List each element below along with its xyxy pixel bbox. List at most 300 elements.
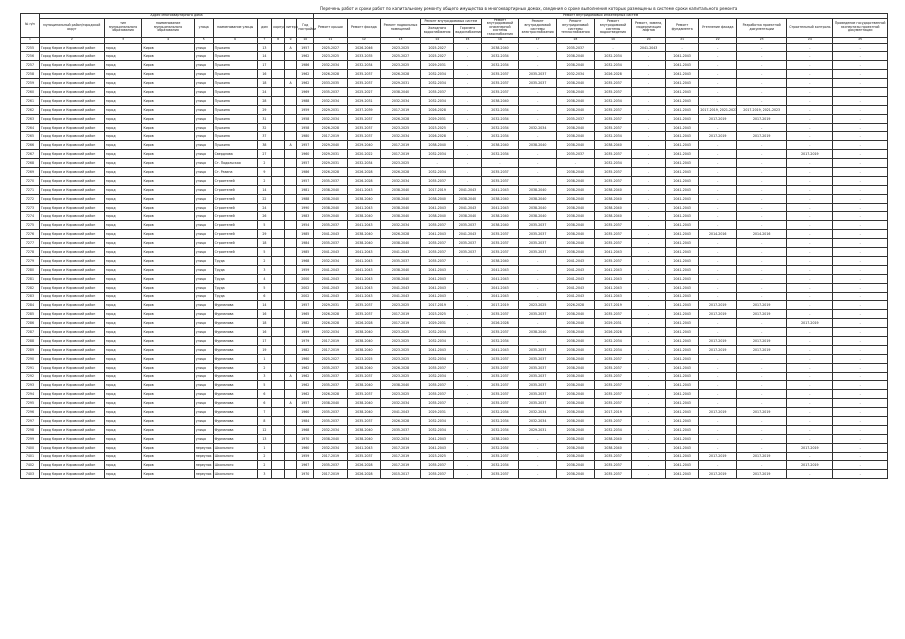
table-cell: 7290 bbox=[21, 354, 40, 363]
table-cell: 2041-2043 bbox=[347, 185, 381, 194]
table-cell: улица bbox=[194, 345, 213, 354]
table-cell: 2026-2028 bbox=[347, 168, 381, 177]
table-cell: - bbox=[699, 372, 737, 381]
table-cell: город bbox=[104, 345, 142, 354]
table-cell: 2041-2043 bbox=[314, 230, 348, 239]
table-cell bbox=[284, 390, 297, 399]
table-cell: 2032-2034 bbox=[420, 425, 454, 434]
table-row bbox=[21, 416, 888, 425]
table-cell: 7278 bbox=[21, 248, 40, 257]
table-cell: 2041-2043 bbox=[594, 274, 632, 283]
table-cell: 2035-2037 bbox=[420, 461, 454, 470]
table-cell: Киров bbox=[142, 61, 194, 70]
table-cell bbox=[284, 363, 297, 372]
table-cell: 2032-2034 bbox=[420, 354, 454, 363]
table-cell: - bbox=[833, 141, 888, 150]
table-cell: 2017-2019 bbox=[481, 301, 519, 310]
table-cell: 1962 bbox=[297, 390, 314, 399]
table-cell: - bbox=[833, 274, 888, 283]
table-cell: 2035-2037 bbox=[557, 114, 595, 123]
table-cell: 2038-2040 bbox=[557, 328, 595, 337]
table-cell: Киров bbox=[142, 132, 194, 141]
table-cell bbox=[284, 425, 297, 434]
table-cell: улица bbox=[194, 363, 213, 372]
table-cell: 5 bbox=[257, 221, 272, 230]
table-cell: 2017-2019 bbox=[381, 141, 421, 150]
table-cell: 1957 bbox=[297, 301, 314, 310]
table-cell: 2026-2028 bbox=[314, 168, 348, 177]
table-cell: Школьного bbox=[213, 470, 257, 479]
table-cell: - bbox=[737, 96, 787, 105]
table-cell: 7268 bbox=[21, 159, 40, 168]
table-cell: 2041-2043 bbox=[557, 256, 595, 265]
table-cell: 2038-2040 bbox=[557, 185, 595, 194]
table-cell: 2023-2025 bbox=[381, 159, 421, 168]
table-cell: - bbox=[632, 470, 666, 479]
table-cell: 8 bbox=[257, 416, 272, 425]
table-cell: 7261 bbox=[21, 96, 40, 105]
table-cell bbox=[272, 123, 285, 132]
table-cell: 2038-2040 bbox=[557, 425, 595, 434]
table-cell: Фурманова bbox=[213, 434, 257, 443]
table-cell: Киров bbox=[142, 470, 194, 479]
table-row bbox=[21, 141, 888, 150]
table-cell: - bbox=[632, 461, 666, 470]
table-cell bbox=[284, 88, 297, 97]
table-cell: улица bbox=[194, 390, 213, 399]
table-row bbox=[21, 256, 888, 265]
table-cell bbox=[272, 248, 285, 257]
table-row bbox=[21, 274, 888, 283]
table-cell: - bbox=[454, 363, 481, 372]
table-cell: - bbox=[454, 443, 481, 452]
table-cell: 2041-2043 bbox=[420, 292, 454, 301]
table-cell: 2041-2043 bbox=[665, 274, 699, 283]
table-cell: 2035-2037 bbox=[481, 452, 519, 461]
column-number: 10 bbox=[297, 37, 314, 43]
table-cell bbox=[272, 265, 285, 274]
table-row bbox=[21, 230, 888, 239]
table-cell: 1962 bbox=[297, 372, 314, 381]
table-cell: 2041-2043 bbox=[381, 248, 421, 257]
column-number: 15 bbox=[454, 37, 481, 43]
table-cell: Город Киров и Кировский район bbox=[39, 176, 104, 185]
table-cell: 2029-2040 bbox=[314, 141, 348, 150]
table-cell: город bbox=[104, 105, 142, 114]
table-cell: - bbox=[787, 354, 833, 363]
table-cell: 2 bbox=[257, 452, 272, 461]
table-cell: - bbox=[454, 328, 481, 337]
table-cell: 2041-2043 bbox=[481, 265, 519, 274]
table-cell: - bbox=[699, 381, 737, 390]
table-cell: улица bbox=[194, 132, 213, 141]
table-cell bbox=[272, 345, 285, 354]
col-water-group: Ремонт внутридомовых систем bbox=[420, 18, 481, 25]
table-cell: 2035-2037 bbox=[519, 239, 557, 248]
col-roof: Ремонт крыши bbox=[314, 18, 348, 37]
table-cell: 2017-2019 bbox=[737, 336, 787, 345]
table-cell: 1969 bbox=[297, 88, 314, 97]
table-row bbox=[21, 434, 888, 443]
table-cell bbox=[284, 461, 297, 470]
table-cell: 2038-2040 bbox=[557, 443, 595, 452]
table-cell: 18 bbox=[257, 319, 272, 328]
table-cell: 2041-2043 bbox=[557, 283, 595, 292]
table-cell: 2026-2028 bbox=[381, 114, 421, 123]
table-cell: город bbox=[104, 256, 142, 265]
table-cell: - bbox=[699, 274, 737, 283]
table-cell: 2023-2025 bbox=[381, 345, 421, 354]
table-cell bbox=[272, 425, 285, 434]
table-cell: 2035-2037 bbox=[347, 70, 381, 79]
table-cell: 2041-2043 bbox=[665, 185, 699, 194]
table-row bbox=[21, 70, 888, 79]
table-cell: - bbox=[737, 372, 787, 381]
table-cell: Пушкина bbox=[213, 43, 257, 52]
table-cell: - bbox=[699, 88, 737, 97]
table-cell: 2023-2025 bbox=[314, 52, 348, 61]
table-cell: 2017-2019 bbox=[699, 301, 737, 310]
table-cell: 2041-2043 bbox=[347, 283, 381, 292]
table-cell: - bbox=[699, 390, 737, 399]
table-cell: 2035-2037 bbox=[594, 123, 632, 132]
table-cell: Труда bbox=[213, 283, 257, 292]
table-cell bbox=[284, 434, 297, 443]
table-cell: 2035-2037 bbox=[420, 176, 454, 185]
table-cell bbox=[272, 96, 285, 105]
table-cell: - bbox=[454, 390, 481, 399]
table-cell: 2035-2037 bbox=[420, 399, 454, 408]
table-cell: 2035-2037 bbox=[481, 88, 519, 97]
table-cell: - bbox=[632, 132, 666, 141]
table-cell: Строителей bbox=[213, 221, 257, 230]
table-cell: 1962 bbox=[297, 52, 314, 61]
table-cell: 2017-2019 bbox=[594, 408, 632, 417]
table-cell: 2038-2040 bbox=[557, 354, 595, 363]
table-cell: 2033-2035 bbox=[314, 79, 348, 88]
table-cell bbox=[272, 212, 285, 221]
table-cell: 1960 bbox=[297, 408, 314, 417]
table-cell: - bbox=[833, 176, 888, 185]
table-row bbox=[21, 221, 888, 230]
table-cell bbox=[272, 176, 285, 185]
table-row bbox=[21, 176, 888, 185]
table-cell: 1959 bbox=[297, 105, 314, 114]
table-cell: Город Киров и Кировский район bbox=[39, 434, 104, 443]
table-cell: - bbox=[699, 328, 737, 337]
col-hot-water: Горячего водоснабжения bbox=[454, 25, 481, 37]
table-cell: - bbox=[787, 328, 833, 337]
table-row bbox=[21, 168, 888, 177]
table-cell: - bbox=[737, 265, 787, 274]
table-cell bbox=[284, 416, 297, 425]
table-cell: город bbox=[104, 470, 142, 479]
table-row bbox=[21, 150, 888, 159]
table-cell: 2017-2019 bbox=[737, 345, 787, 354]
address-group-header: Адрес многоквартирного дома bbox=[39, 14, 313, 19]
table-cell: 2017-2019 bbox=[737, 310, 787, 319]
table-cell: 2026-2028 bbox=[557, 301, 595, 310]
table-cell bbox=[284, 159, 297, 168]
table-cell: 2035-2037 bbox=[481, 239, 519, 248]
table-cell: - bbox=[454, 345, 481, 354]
table-cell: 12 bbox=[257, 425, 272, 434]
table-cell: 7259 bbox=[21, 79, 40, 88]
table-cell: улица bbox=[194, 123, 213, 132]
table-cell: - bbox=[699, 123, 737, 132]
table-cell: 2035-2037 bbox=[594, 470, 632, 479]
table-cell: - bbox=[481, 159, 519, 168]
table-cell: 2032-2034 bbox=[594, 425, 632, 434]
table-cell: 1960 bbox=[297, 150, 314, 159]
table-cell: Школьного bbox=[213, 443, 257, 452]
table-cell: улица bbox=[194, 292, 213, 301]
table-cell: 2041-2043 bbox=[665, 248, 699, 257]
table-row bbox=[21, 52, 888, 61]
table-cell: - bbox=[787, 345, 833, 354]
table-cell: - bbox=[833, 292, 888, 301]
table-cell: 7295 bbox=[21, 399, 40, 408]
table-cell: 2017-2019 bbox=[381, 319, 421, 328]
table-cell: город bbox=[104, 43, 142, 52]
table-cell: 16 bbox=[257, 70, 272, 79]
table-cell: - bbox=[787, 221, 833, 230]
table-cell: - bbox=[699, 434, 737, 443]
table-cell: 2032-2034 bbox=[481, 443, 519, 452]
table-cell: 1960 bbox=[297, 443, 314, 452]
table-cell: 7257 bbox=[21, 61, 40, 70]
table-cell: - bbox=[454, 408, 481, 417]
table-cell: 2041-2043 bbox=[665, 159, 699, 168]
table-cell: - bbox=[454, 105, 481, 114]
table-cell: - bbox=[632, 425, 666, 434]
table-cell: 2038-2040 bbox=[454, 212, 481, 221]
table-cell: 2041-2043 bbox=[420, 283, 454, 292]
table-cell: улица bbox=[194, 203, 213, 212]
table-cell: 2035-2037 bbox=[454, 248, 481, 257]
table-cell: Город Киров и Кировский район bbox=[39, 114, 104, 123]
table-cell: 2017-2019 bbox=[737, 132, 787, 141]
column-number: 18 bbox=[557, 37, 595, 43]
table-cell: 2035-2037 bbox=[481, 176, 519, 185]
column-number: 24 bbox=[787, 37, 833, 43]
table-cell: - bbox=[787, 185, 833, 194]
table-cell: Город Киров и Кировский район bbox=[39, 221, 104, 230]
table-cell: 2032-2034 bbox=[481, 105, 519, 114]
table-cell: 7296 bbox=[21, 408, 40, 417]
table-cell: - bbox=[454, 319, 481, 328]
column-number: 2 bbox=[39, 37, 104, 43]
table-cell: 7260 bbox=[21, 88, 40, 97]
table-cell: 2041-2043 bbox=[665, 399, 699, 408]
table-cell: улица bbox=[194, 372, 213, 381]
col-expertise: Проведение государственной экспертизы проектной документации bbox=[833, 18, 888, 37]
table-cell: - bbox=[454, 425, 481, 434]
table-cell: 2035-2037 bbox=[519, 372, 557, 381]
table-cell: 2025-2027 bbox=[420, 52, 454, 61]
table-cell: 2041-2043 bbox=[481, 292, 519, 301]
table-cell: 2041-2043 bbox=[632, 43, 666, 52]
table-cell: Фурманова bbox=[213, 408, 257, 417]
table-cell: 2038-2040 bbox=[519, 194, 557, 203]
table-cell: Город Киров и Кировский район bbox=[39, 150, 104, 159]
table-cell: 2035-2037 bbox=[454, 239, 481, 248]
table-cell: Киров bbox=[142, 88, 194, 97]
table-cell: 2 bbox=[257, 461, 272, 470]
table-cell: - bbox=[787, 141, 833, 150]
table-cell: - bbox=[787, 70, 833, 79]
table-cell: 2014-2016 bbox=[699, 230, 737, 239]
table-cell bbox=[284, 443, 297, 452]
table-cell: Строителей bbox=[213, 239, 257, 248]
table-cell: - bbox=[737, 319, 787, 328]
table-cell bbox=[284, 176, 297, 185]
table-cell: город bbox=[104, 310, 142, 319]
table-cell: 2038-2040 bbox=[347, 381, 381, 390]
table-cell: 2038-2040 bbox=[314, 194, 348, 203]
table-cell: - bbox=[787, 88, 833, 97]
table-cell: - bbox=[833, 408, 888, 417]
table-cell: 2041-2043 bbox=[381, 283, 421, 292]
table-cell: 2038-2040 bbox=[557, 363, 595, 372]
table-cell: 2032-2034 bbox=[481, 114, 519, 123]
table-cell: 2038-2040 bbox=[557, 416, 595, 425]
table-cell: 2038-2040 bbox=[557, 176, 595, 185]
table-cell: 2017-2019 bbox=[314, 452, 348, 461]
table-cell: 2032-2034 bbox=[347, 159, 381, 168]
table-cell: - bbox=[454, 114, 481, 123]
table-cell: 29 bbox=[257, 105, 272, 114]
table-cell: Город Киров и Кировский район bbox=[39, 363, 104, 372]
table-cell: Город Киров и Кировский район bbox=[39, 319, 104, 328]
column-number: 13 bbox=[381, 37, 421, 43]
table-cell: 2029-2031 bbox=[314, 105, 348, 114]
table-cell: - bbox=[699, 399, 737, 408]
table-cell: 2038-2040 bbox=[519, 212, 557, 221]
table-cell: улица bbox=[194, 399, 213, 408]
table-cell: город bbox=[104, 265, 142, 274]
table-cell: 7294 bbox=[21, 390, 40, 399]
table-cell: 2017-2019 bbox=[699, 452, 737, 461]
table-cell: 2035-2037 bbox=[594, 310, 632, 319]
table-cell: 2041-2043 bbox=[665, 372, 699, 381]
table-cell: - bbox=[787, 292, 833, 301]
table-cell: 7297 bbox=[21, 416, 40, 425]
table-cell: 2032-2034 bbox=[557, 70, 595, 79]
table-cell: 1982 bbox=[297, 345, 314, 354]
table-cell: 2017-2019 bbox=[420, 185, 454, 194]
table-cell: 2026-2028 bbox=[594, 328, 632, 337]
table-cell: 2017-2019 bbox=[787, 319, 833, 328]
table-cell: 2029-2031 bbox=[420, 408, 454, 417]
table-cell: - bbox=[737, 88, 787, 97]
table-cell: 2041-2043 bbox=[665, 230, 699, 239]
table-cell: 2035-2037 bbox=[481, 470, 519, 479]
table-cell: Киров bbox=[142, 381, 194, 390]
table-cell: Киров bbox=[142, 425, 194, 434]
col-mo-name: наименование муниципального образования bbox=[142, 18, 194, 37]
table-cell: улица bbox=[194, 221, 213, 230]
table-cell: - bbox=[632, 185, 666, 194]
table-cell: 1957 bbox=[297, 399, 314, 408]
table-cell: 29 bbox=[257, 230, 272, 239]
table-cell: - bbox=[833, 434, 888, 443]
table-cell: - bbox=[454, 141, 481, 150]
table-cell: 1 bbox=[257, 354, 272, 363]
table-cell: улица bbox=[194, 265, 213, 274]
table-cell: 2032-2034 bbox=[594, 336, 632, 345]
table-cell: Киров bbox=[142, 194, 194, 203]
table-cell: 2026-2028 bbox=[347, 176, 381, 185]
table-cell: 2038-2040 bbox=[519, 328, 557, 337]
table-cell: 2041-2043 bbox=[665, 336, 699, 345]
table-cell: - bbox=[699, 319, 737, 328]
table-cell: - bbox=[737, 150, 787, 159]
table-cell: 7264 bbox=[21, 123, 40, 132]
table-cell: 2032-2034 bbox=[519, 123, 557, 132]
table-cell: - bbox=[454, 70, 481, 79]
table-cell: 2032-2034 bbox=[381, 221, 421, 230]
table-row bbox=[21, 283, 888, 292]
table-cell: улица bbox=[194, 114, 213, 123]
table-cell: - bbox=[594, 43, 632, 52]
table-cell: - bbox=[737, 256, 787, 265]
table-cell bbox=[272, 319, 285, 328]
table-cell: Город Киров и Кировский район bbox=[39, 43, 104, 52]
table-cell bbox=[272, 194, 285, 203]
table-cell: Город Киров и Кировский район bbox=[39, 265, 104, 274]
table-cell: Город Киров и Кировский район bbox=[39, 132, 104, 141]
table-row bbox=[21, 381, 888, 390]
table-cell: - bbox=[699, 52, 737, 61]
table-cell: 2035-2037 bbox=[381, 425, 421, 434]
table-cell bbox=[284, 310, 297, 319]
table-cell: 2032-2034 bbox=[481, 132, 519, 141]
table-cell: - bbox=[737, 274, 787, 283]
table-cell: 1982 bbox=[297, 319, 314, 328]
table-cell: А bbox=[284, 372, 297, 381]
table-cell: 2032-2034 bbox=[381, 96, 421, 105]
table-cell: 2017-2019 bbox=[699, 336, 737, 345]
table-cell: улица bbox=[194, 239, 213, 248]
table-cell: 7402 bbox=[21, 461, 40, 470]
table-cell: - bbox=[787, 43, 833, 52]
table-cell: - bbox=[787, 265, 833, 274]
table-cell: 2032-2034 bbox=[519, 408, 557, 417]
table-cell: 2 bbox=[257, 176, 272, 185]
table-cell: 7401 bbox=[21, 452, 40, 461]
table-cell: улица bbox=[194, 70, 213, 79]
table-cell: 2026-2028 bbox=[347, 470, 381, 479]
table-cell: - bbox=[632, 363, 666, 372]
table-cell: 6 bbox=[257, 292, 272, 301]
table-cell: - bbox=[454, 301, 481, 310]
table-row bbox=[21, 372, 888, 381]
table-cell: - bbox=[699, 176, 737, 185]
column-number: 8 bbox=[272, 37, 285, 43]
table-cell: - bbox=[632, 399, 666, 408]
table-cell: - bbox=[632, 88, 666, 97]
table-cell: Город Киров и Кировский район bbox=[39, 301, 104, 310]
table-cell: Город Киров и Кировский район bbox=[39, 336, 104, 345]
table-cell: - bbox=[833, 452, 888, 461]
table-cell: 2038-2040 bbox=[381, 88, 421, 97]
table-cell: 7291 bbox=[21, 363, 40, 372]
table-cell: Город Киров и Кировский район bbox=[39, 310, 104, 319]
table-cell: 7286 bbox=[21, 319, 40, 328]
table-cell: - bbox=[787, 248, 833, 257]
table-cell: город bbox=[104, 159, 142, 168]
